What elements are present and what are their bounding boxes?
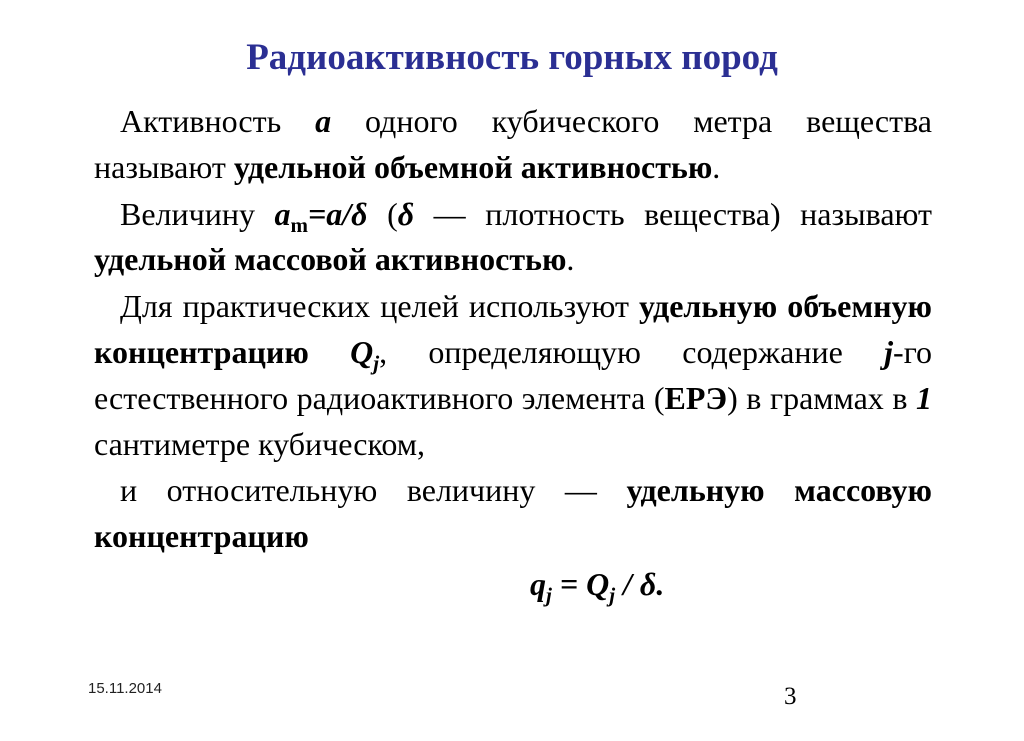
symbol-delta: δ — [397, 195, 415, 232]
paragraph-volume-activity — [94, 99, 932, 191]
formula-mid: = Q — [551, 565, 610, 602]
subscript-j: j — [546, 582, 552, 607]
text: . — [712, 148, 721, 185]
term-mass-concentration: удельную массовую концентрацию — [94, 472, 933, 555]
slide-date: 15.11.2014 — [88, 680, 162, 697]
text: . — [566, 241, 575, 278]
slide-body — [94, 99, 932, 608]
text: — плотность вещества) называют — [414, 195, 933, 232]
term-volume-activity: удельной объемной активностью — [233, 148, 713, 185]
term-volume-concentration: удельную объемную концентрацию — [94, 288, 933, 370]
formula-end: / δ. — [615, 565, 665, 602]
subscript-m: m — [290, 212, 309, 237]
symbol-j: j — [884, 333, 894, 370]
text: , определяющую содержание — [379, 333, 885, 370]
symbol-Q: Q — [350, 333, 374, 370]
subscript-j: j — [609, 582, 616, 607]
symbol-q: q — [530, 565, 546, 602]
text: Величину — [120, 195, 275, 232]
text: Активность — [120, 103, 316, 139]
term-mass-activity: удельной массовой активностью — [94, 241, 567, 278]
abbr-ere: ЕРЭ — [664, 379, 728, 416]
equation-am: =a/δ — [308, 195, 368, 232]
paragraph-volume-concentration — [94, 284, 932, 467]
text: одного кубического метра вещества называют — [94, 103, 932, 185]
symbol-a: a — [274, 195, 291, 232]
text: ( — [367, 195, 398, 232]
text: -го естественного радиоактивного элемента ( — [94, 333, 933, 416]
formula-qj — [94, 562, 932, 608]
page-number: 3 — [784, 683, 797, 710]
slide-title: Радиоактивность горных пород — [246, 37, 778, 78]
number-one: 1 — [916, 379, 933, 416]
paragraph-mass-concentration — [94, 468, 932, 560]
text: и относительную величину — — [120, 472, 627, 509]
text: Для практических целей используют — [120, 288, 640, 325]
text: сантиметре кубическом, — [94, 425, 425, 462]
subscript-j: j — [373, 350, 380, 375]
symbol-a: a — [315, 103, 332, 139]
paragraph-mass-activity — [94, 192, 932, 284]
text: ) в граммах в — [727, 379, 917, 416]
